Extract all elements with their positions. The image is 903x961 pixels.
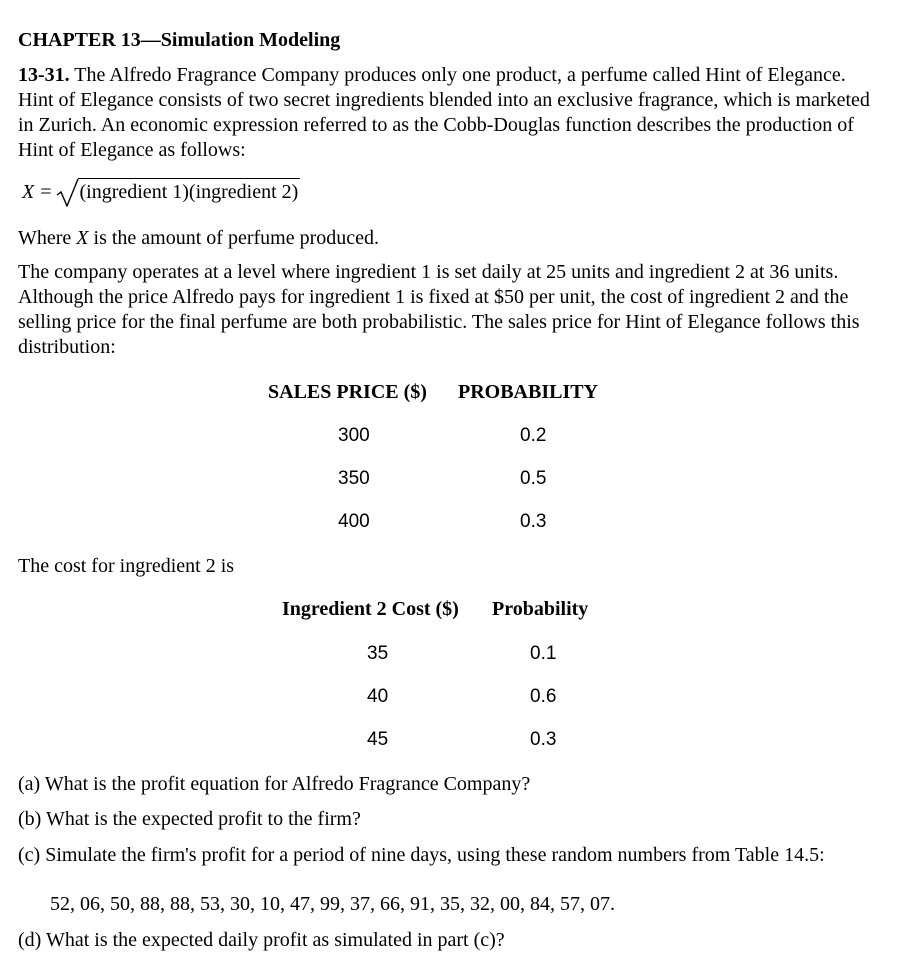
question-c: (c) Simulate the firm's profit for a period of nine days, using these random numbers from Table 14.5: — [18, 844, 825, 866]
where-variable: X — [76, 227, 89, 249]
problem-text: The Alfredo Fragrance Company produces only one product, a perfume called Hint of Elegance. Hint of Elegance consists of two secret ingredients blended into an exclusive fragrance, which is marketed in Zurich. An economic expression referred to as the Cobb-Douglas function describes the production of Hint of Elegance as follows: — [18, 64, 870, 161]
sales-price-header: SALES PRICE ($) — [268, 381, 427, 403]
problem-statement — [18, 63, 883, 163]
sales-probability-header: PROBABILITY — [458, 381, 599, 403]
cost-probability-cell: 0.3 — [530, 729, 557, 750]
where-prefix: Where — [18, 227, 77, 249]
cost-probability-header: Probability — [492, 598, 589, 620]
cost-intro: The cost for ingredient 2 is — [18, 555, 235, 577]
cost-cell: 45 — [367, 729, 389, 750]
sales-probability-cell: 0.2 — [520, 425, 547, 446]
cobb-douglas-equation — [22, 177, 300, 205]
square-root — [56, 177, 301, 205]
question-d: (d) What is the expected daily profit as simulated in part (c)? — [18, 929, 505, 951]
cost-probability-cell: 0.6 — [530, 686, 557, 707]
cost-probability-cell: 0.1 — [530, 643, 557, 664]
question-b: (b) What is the expected profit to the firm? — [18, 808, 361, 830]
sales-probability-cell: 0.3 — [520, 511, 547, 532]
sales-price-cell: 350 — [338, 468, 370, 489]
operations-paragraph: The company operates at a level where ingredient 1 is set daily at 25 units and ingredient 2 at 36 units. Although the price Alfredo pays for ingredient 1 is fixed at $50 per unit, the cost of ingredient 2 and the selling price for the final perfume are both probabilistic. The sales price for Hint of Elegance follows this distribution: — [18, 261, 860, 358]
question-a: (a) What is the profit equation for Alfredo Fragrance Company? — [18, 773, 531, 795]
problem-number: 13-31. — [18, 64, 70, 86]
sales-probability-cell: 0.5 — [520, 468, 547, 489]
sales-price-cell: 300 — [338, 425, 370, 446]
where-suffix: is the amount of perfume produced. — [88, 227, 379, 249]
random-numbers: 52, 06, 50, 88, 88, 53, 30, 10, 47, 99, 37, 66, 91, 35, 32, 00, 84, 57, 07. — [50, 893, 615, 915]
equation-radicand: (ingredient 1)(ingredient 2) — [78, 178, 301, 205]
where-line — [18, 226, 883, 251]
radical-sign-icon — [56, 177, 80, 207]
cost-cell: 35 — [367, 643, 389, 664]
chapter-title: CHAPTER 13—Simulation Modeling — [18, 29, 341, 51]
cost-header: Ingredient 2 Cost ($) — [282, 598, 459, 620]
equation-lhs: X — [22, 181, 35, 203]
cost-cell: 40 — [367, 686, 389, 707]
sales-price-cell: 400 — [338, 511, 370, 532]
equation-equals: = — [40, 181, 52, 203]
